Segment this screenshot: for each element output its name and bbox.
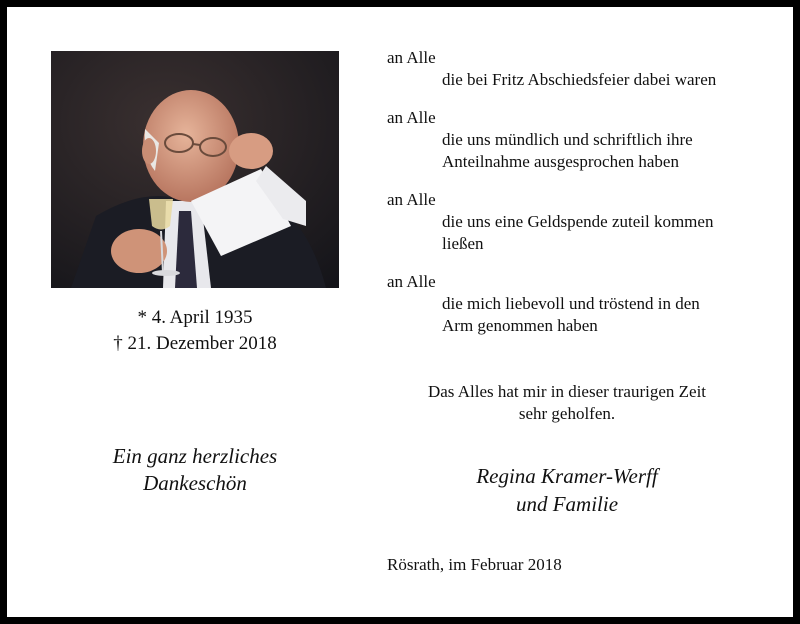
addressee-line: die uns mündlich und schriftlich ihre xyxy=(442,130,693,149)
addressee-list xyxy=(387,47,767,353)
addressee-head: an Alle xyxy=(387,108,436,127)
closing-line-2: sehr geholfen. xyxy=(518,404,616,423)
addressee-line: die uns eine Geldspende zuteil kommen xyxy=(442,212,714,231)
portrait-photo xyxy=(51,51,339,288)
obituary-card xyxy=(7,7,793,617)
life-dates xyxy=(51,305,339,357)
addressee-line: ließen xyxy=(442,234,484,253)
thanks-heading xyxy=(51,443,339,497)
death-date: † 21. Dezember 2018 xyxy=(113,333,277,354)
signature xyxy=(387,462,747,518)
addressee-head: an Alle xyxy=(387,48,436,67)
signature-name: Regina Kramer-Werff xyxy=(476,464,658,488)
addressee-head: an Alle xyxy=(387,272,436,291)
addressee-line: Arm genommen haben xyxy=(442,316,598,335)
closing-line-1: Das Alles hat mir in dieser traurigen Zeit xyxy=(427,382,707,401)
place-date: Rösrath, im Februar 2018 xyxy=(387,555,562,574)
addressee-block xyxy=(387,189,767,255)
addressee-line: die bei Fritz Abschiedsfeier dabei waren xyxy=(442,70,717,89)
birth-date: * 4. April 1935 xyxy=(137,307,253,328)
portrait-image xyxy=(51,51,339,288)
addressee-block xyxy=(387,47,767,91)
addressee-block xyxy=(387,271,767,337)
thanks-line-2: Dankeschön xyxy=(143,471,247,495)
thanks-line-1: Ein ganz herzliches xyxy=(112,444,278,468)
addressee-line: die mich liebevoll und tröstend in den xyxy=(442,294,700,313)
addressee-line: Anteilnahme ausgesprochen haben xyxy=(442,152,679,171)
addressee-head: an Alle xyxy=(387,190,436,209)
closing-text xyxy=(387,381,747,425)
signature-family: und Familie xyxy=(515,492,619,516)
addressee-block xyxy=(387,107,767,173)
